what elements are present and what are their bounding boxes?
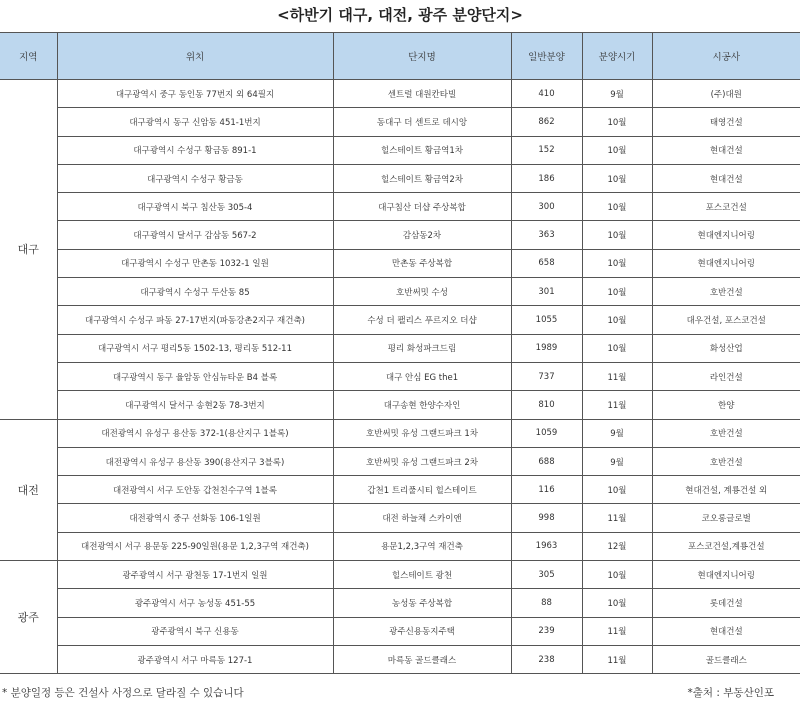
table-row: [0, 617, 800, 645]
cell-sale-period: 10월: [582, 164, 652, 192]
cell-region: 대전: [0, 419, 57, 560]
cell-general-units: 688: [511, 447, 582, 475]
table-row: [0, 447, 800, 475]
cell-sale-period: 10월: [582, 221, 652, 249]
cell-builder: 현대건설: [652, 164, 800, 192]
cell-complex-name: 농성동 주상복합: [333, 589, 511, 617]
cell-general-units: 116: [511, 476, 582, 504]
cell-location: 대구광역시 동구 율암동 안심뉴타운 B4 블록: [57, 362, 333, 390]
cell-location: 광주광역시 서구 농성동 451-55: [57, 589, 333, 617]
table-row: [0, 278, 800, 306]
table-body: [0, 80, 800, 674]
table-row: [0, 561, 800, 589]
cell-location: 대구광역시 수성구 황금동: [57, 164, 333, 192]
cell-general-units: 810: [511, 391, 582, 419]
table-row: [0, 136, 800, 164]
table-row: [0, 391, 800, 419]
cell-complex-name: 수성 더 팰리스 푸르지오 더샵: [333, 306, 511, 334]
cell-general-units: 305: [511, 561, 582, 589]
cell-builder: (주)대원: [652, 80, 800, 108]
table-row: [0, 645, 800, 673]
cell-complex-name: 대전 하늘채 스카이앤: [333, 504, 511, 532]
cell-complex-name: 힐스테이트 황금역2차: [333, 164, 511, 192]
table-row: [0, 80, 800, 108]
cell-builder: 현대건설, 계룡건설 외: [652, 476, 800, 504]
cell-builder: 골드클래스: [652, 645, 800, 673]
cell-general-units: 1059: [511, 419, 582, 447]
cell-location: 대전광역시 유성구 용산동 372-1(용산지구 1블록): [57, 419, 333, 447]
table-row: [0, 108, 800, 136]
cell-builder: 화성산업: [652, 334, 800, 362]
cell-location: 대전광역시 서구 용문동 225-90일원(용문 1,2,3구역 재건축): [57, 532, 333, 560]
cell-complex-name: 대구송현 한양수자인: [333, 391, 511, 419]
cell-builder: 호반건설: [652, 419, 800, 447]
cell-sale-period: 10월: [582, 108, 652, 136]
cell-general-units: 862: [511, 108, 582, 136]
table-row: [0, 221, 800, 249]
cell-complex-name: 마륵동 골드클래스: [333, 645, 511, 673]
table-row: [0, 476, 800, 504]
cell-location: 대구광역시 수성구 만촌동 1032-1 일원: [57, 249, 333, 277]
cell-complex-name: 센트럴 대원칸타빌: [333, 80, 511, 108]
cell-sale-period: 10월: [582, 306, 652, 334]
cell-builder: 현대엔지니어링: [652, 561, 800, 589]
cell-sale-period: 10월: [582, 561, 652, 589]
header-sale-period: 분양시기: [582, 33, 652, 80]
header-location: 위치: [57, 33, 333, 80]
cell-complex-name: 용문1,2,3구역 재건축: [333, 532, 511, 560]
footer-note: * 분양일정 등은 건설사 사정으로 달라질 수 있습니다: [2, 687, 244, 699]
cell-complex-name: 힐스테이트 광천: [333, 561, 511, 589]
cell-builder: 현대엔지니어링: [652, 249, 800, 277]
cell-builder: 현대엔지니어링: [652, 221, 800, 249]
footer-source: *출처 : 부동산인포: [687, 687, 774, 699]
table-row: [0, 249, 800, 277]
cell-sale-period: 11월: [582, 617, 652, 645]
cell-complex-name: 광주신용동지주택: [333, 617, 511, 645]
cell-builder: 포스코건설,계룡건설: [652, 532, 800, 560]
table-row: [0, 334, 800, 362]
cell-complex-name: 대구 안심 EG the1: [333, 362, 511, 390]
header-builder: 시공사: [652, 33, 800, 80]
cell-complex-name: 호반써밋 수성: [333, 278, 511, 306]
cell-builder: 코오롱글로벌: [652, 504, 800, 532]
cell-sale-period: 10월: [582, 278, 652, 306]
cell-complex-name: 호반써밋 유성 그랜드파크 2차: [333, 447, 511, 475]
cell-general-units: 301: [511, 278, 582, 306]
cell-general-units: 88: [511, 589, 582, 617]
table-row: [0, 504, 800, 532]
cell-builder: 라인건설: [652, 362, 800, 390]
table-row: [0, 306, 800, 334]
table-row: [0, 532, 800, 560]
cell-location: 대전광역시 유성구 용산동 390(용산지구 3블록): [57, 447, 333, 475]
cell-general-units: 410: [511, 80, 582, 108]
cell-complex-name: 만촌동 주상복합: [333, 249, 511, 277]
cell-complex-name: 대구침산 더샵 주상복합: [333, 193, 511, 221]
cell-general-units: 238: [511, 645, 582, 673]
cell-builder: 태영건설: [652, 108, 800, 136]
cell-complex-name: 힐스테이트 황금역1차: [333, 136, 511, 164]
cell-sale-period: 11월: [582, 391, 652, 419]
cell-complex-name: 평리 화성파크드림: [333, 334, 511, 362]
cell-builder: 포스코건설: [652, 193, 800, 221]
cell-location: 대구광역시 달서구 송현2동 78-3번지: [57, 391, 333, 419]
cell-general-units: 1989: [511, 334, 582, 362]
cell-complex-name: 갑천1 트리풀시티 힐스테이트: [333, 476, 511, 504]
cell-builder: 호반건설: [652, 447, 800, 475]
cell-builder: 롯데건설: [652, 589, 800, 617]
cell-general-units: 1055: [511, 306, 582, 334]
cell-sale-period: 10월: [582, 193, 652, 221]
cell-builder: 한양: [652, 391, 800, 419]
cell-sale-period: 9월: [582, 80, 652, 108]
cell-general-units: 1963: [511, 532, 582, 560]
cell-general-units: 300: [511, 193, 582, 221]
cell-region: 대구: [0, 80, 57, 420]
cell-location: 광주광역시 북구 신용동: [57, 617, 333, 645]
cell-builder: 현대건설: [652, 617, 800, 645]
cell-location: 대구광역시 수성구 파동 27-17번지(파동강촌2지구 재건축): [57, 306, 333, 334]
header-region: 지역: [0, 33, 57, 80]
cell-sale-period: 10월: [582, 249, 652, 277]
cell-general-units: 152: [511, 136, 582, 164]
cell-location: 광주광역시 서구 마륵동 127-1: [57, 645, 333, 673]
cell-sale-period: 10월: [582, 334, 652, 362]
cell-complex-name: 동대구 더 센트로 데시앙: [333, 108, 511, 136]
presale-table: [0, 32, 800, 674]
header-complex-name: 단지명: [333, 33, 511, 80]
cell-sale-period: 10월: [582, 589, 652, 617]
cell-sale-period: 11월: [582, 362, 652, 390]
cell-location: 대전광역시 서구 도안동 갑천친수구역 1블록: [57, 476, 333, 504]
table-row: [0, 419, 800, 447]
cell-builder: 대우건설, 포스코건설: [652, 306, 800, 334]
cell-location: 대구광역시 동구 신암동 451-1번지: [57, 108, 333, 136]
cell-general-units: 658: [511, 249, 582, 277]
cell-complex-name: 호반써밋 유성 그랜드파크 1차: [333, 419, 511, 447]
cell-general-units: 186: [511, 164, 582, 192]
table-row: [0, 362, 800, 390]
cell-general-units: 363: [511, 221, 582, 249]
cell-sale-period: 11월: [582, 504, 652, 532]
cell-location: 대구광역시 달서구 감삼동 567-2: [57, 221, 333, 249]
page-title: <하반기 대구, 대전, 광주 분양단지>: [277, 6, 523, 24]
cell-location: 대구광역시 중구 동인동 77번지 외 64필지: [57, 80, 333, 108]
table-row: [0, 193, 800, 221]
cell-location: 대구광역시 서구 평리5동 1502-13, 평리동 512-11: [57, 334, 333, 362]
cell-builder: 현대건설: [652, 136, 800, 164]
cell-sale-period: 10월: [582, 136, 652, 164]
cell-complex-name: 감삼동2차: [333, 221, 511, 249]
cell-general-units: 239: [511, 617, 582, 645]
cell-location: 대전광역시 중구 선화동 106-1일원: [57, 504, 333, 532]
cell-location: 대구광역시 북구 침산동 305-4: [57, 193, 333, 221]
cell-general-units: 998: [511, 504, 582, 532]
cell-sale-period: 9월: [582, 447, 652, 475]
cell-region: 광주: [0, 561, 57, 674]
cell-builder: 호반건설: [652, 278, 800, 306]
cell-location: 광주광역시 서구 광천동 17-1번지 일원: [57, 561, 333, 589]
cell-location: 대구광역시 수성구 두산동 85: [57, 278, 333, 306]
cell-location: 대구광역시 수성구 황금동 891-1: [57, 136, 333, 164]
table-header-row: [0, 33, 800, 80]
cell-general-units: 737: [511, 362, 582, 390]
table-row: [0, 164, 800, 192]
cell-sale-period: 9월: [582, 419, 652, 447]
table-row: [0, 589, 800, 617]
header-general-units: 일반분양: [511, 33, 582, 80]
cell-sale-period: 11월: [582, 645, 652, 673]
cell-sale-period: 10월: [582, 476, 652, 504]
cell-sale-period: 12월: [582, 532, 652, 560]
